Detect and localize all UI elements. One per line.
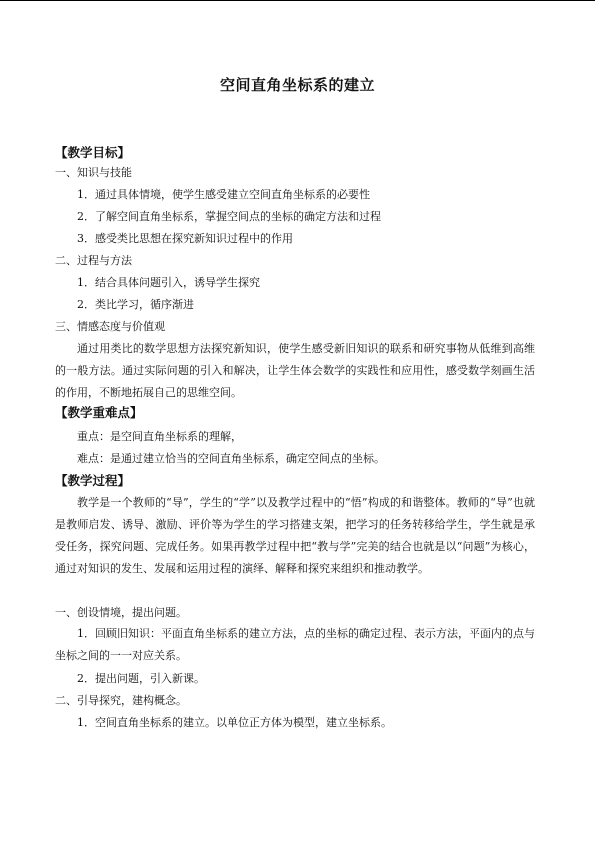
process-intro-paragraph: 教学是一个教师的“导”，学生的“学”以及教学过程中的“悟”构成的和谐整体。教师的“导”也就是教师启发、诱导、激励、评价等为学生的学习搭建支架，把学习的任务转移给学生，学生就是承受任务，探究问题、完成任务。如果再教学过程中把“教与学”完美的结合也就是以“问题”为核心，通过对知识的发生、发展和运用过程的演绎、解释和探究来组织和推动教学。: [55, 496, 535, 575]
key-point-text: 重点：是空间直角坐标系的理解，: [77, 430, 242, 443]
list-item: 1．通过具体情境，使学生感受建立空间直角坐标系的必要性: [77, 188, 370, 201]
subsection-knowledge-title: 一、知识与技能: [55, 166, 132, 179]
list-item: 2．了解空间直角坐标系，掌握空间点的坐标的确定方法和过程: [77, 210, 381, 223]
step1-item1-paragraph: 1．回顾旧知识：平面直角坐标系的建立方法，点的坐标的确定过程、表示方法，平面内的点与坐标之间的一一对应关系。: [55, 627, 535, 662]
difficult-point-text: 难点：是通过建立恰当的空间直角坐标系，确定空间点的坐标。: [77, 452, 385, 465]
step1-title: 一、创设情境，提出问题。: [55, 606, 187, 619]
list-item: 3．感受类比思想在探究新知识过程中的作用: [77, 232, 293, 245]
step2-item1: 1．空间直角坐标系的建立。以单位正方体为模型，建立坐标系。: [77, 716, 392, 729]
emotion-paragraph: 通过用类比的数学思想方法探究新知识，使学生感受新旧知识的联系和研究事物从低维到高维的一般方法。通过实际问题的引入和解决，让学生体会数学的实践性和应用性，感受数学刻画生活的作用，不断地拓展自己的思维空间。: [55, 342, 535, 399]
list-item: 2．类比学习，循序渐进: [77, 298, 194, 311]
subsection-process-title: 二、过程与方法: [55, 254, 132, 267]
step1-item2: 2．提出问题，引入新课。: [77, 672, 205, 685]
list-item: 1．结合具体问题引入，诱导学生探究: [77, 276, 260, 289]
document-title: 空间直角坐标系的建立: [219, 76, 375, 94]
subsection-emotion-title: 三、情感态度与价值观: [55, 320, 165, 333]
section-heading-keypoints: 【教学重难点】: [55, 405, 143, 420]
section-heading-process: 【教学过程】: [55, 473, 131, 488]
step2-title: 二、引导探究，建构概念。: [55, 694, 187, 707]
section-heading-goals: 【教学目标】: [55, 145, 131, 160]
